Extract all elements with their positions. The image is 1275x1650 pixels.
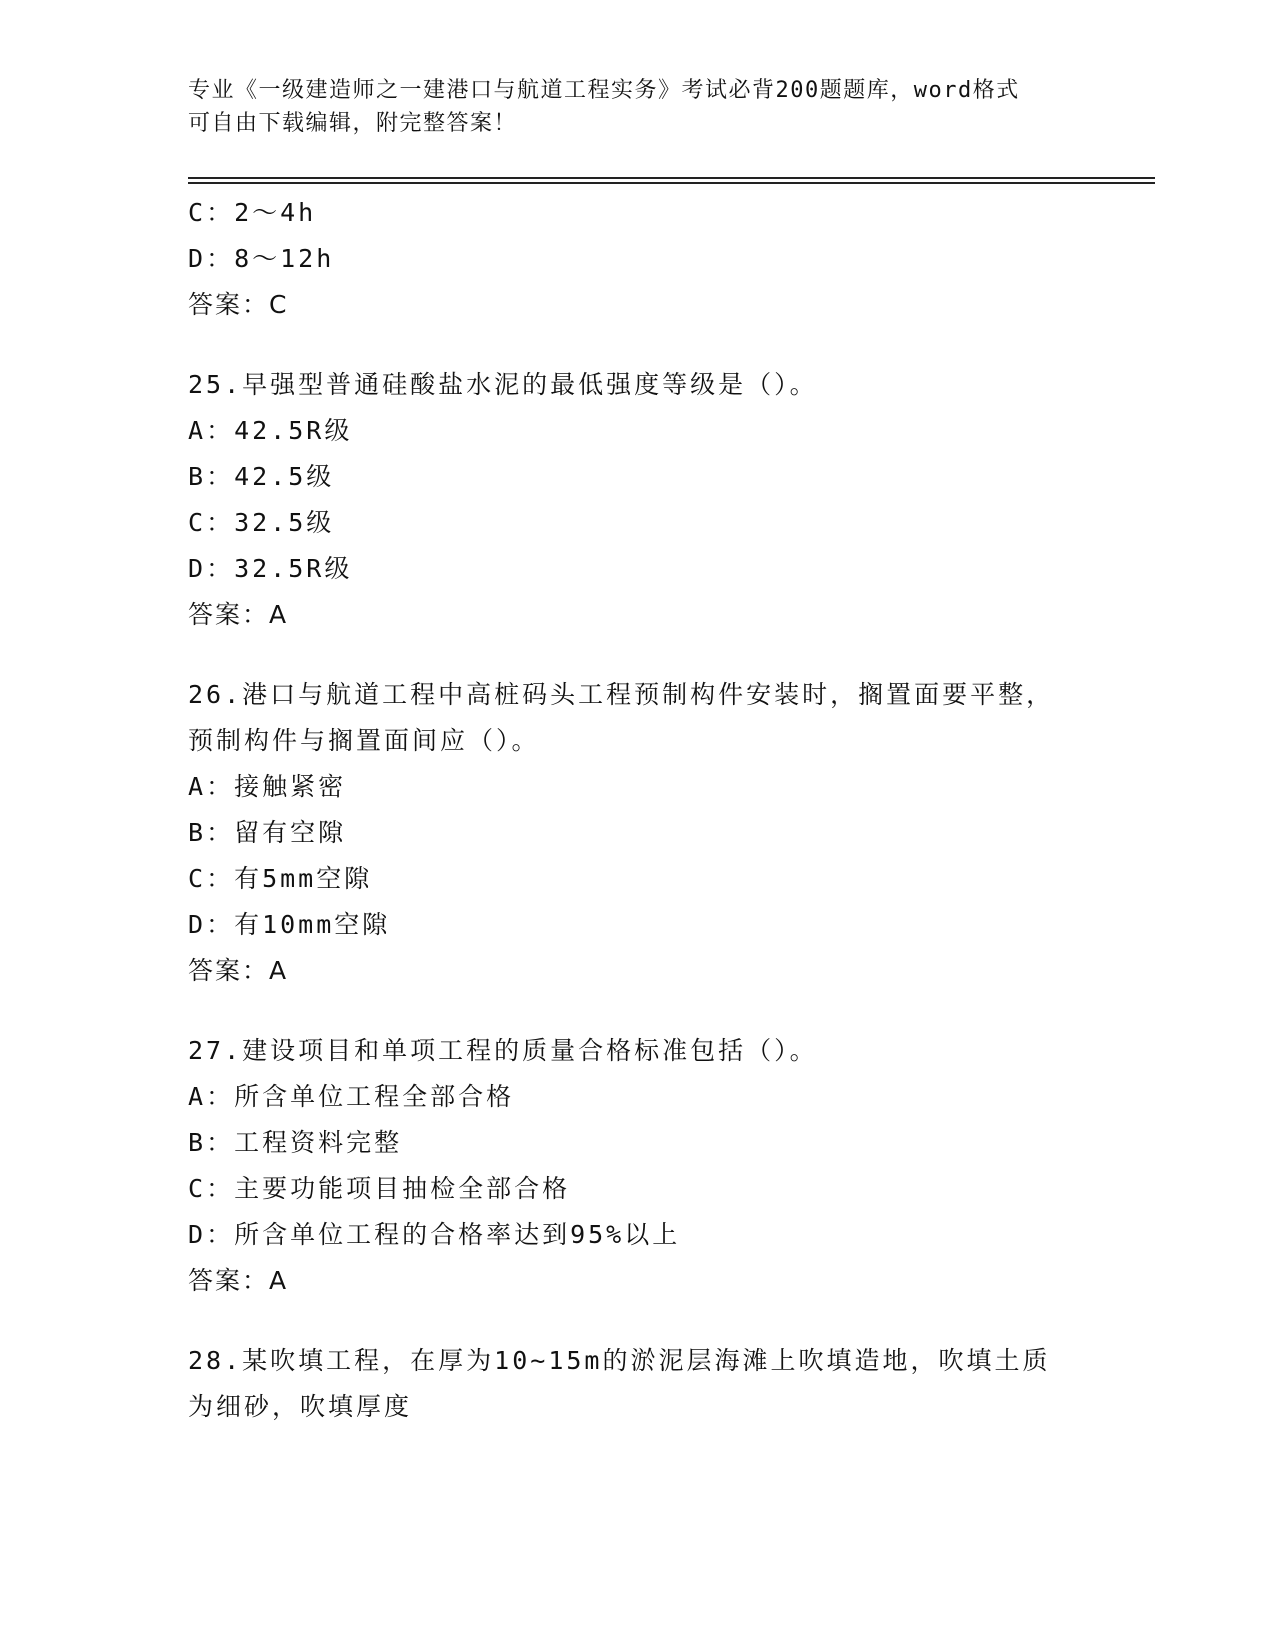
option-c: C：2～4h	[188, 198, 317, 227]
header-line-2: 可自由下载编辑，附完整答案！	[188, 111, 518, 136]
question-28	[188, 1338, 1068, 1430]
option-text: 所含单位工程的合格率达到95%以上	[234, 1220, 681, 1249]
option-c: C：主要功能项目抽检全部合格	[188, 1174, 571, 1203]
question-number: 26	[188, 680, 225, 709]
option-text: 2～4h	[234, 198, 317, 227]
option-text: 42.5级	[234, 462, 335, 491]
option-label: D	[188, 1220, 207, 1249]
question-text-line-1: 某吹填工程，在厚为10~15m的淤泥层海滩上吹填造地，吹填土质	[242, 1346, 1051, 1375]
option-a: A：42.5R级	[188, 416, 353, 445]
option-c: C：有5mm空隙	[188, 864, 373, 893]
option-label: B	[188, 462, 207, 491]
option-text: 接触紧密	[234, 772, 347, 801]
option-text: 有10mm空隙	[234, 910, 391, 939]
option-label: D	[188, 554, 207, 583]
question-number: 28	[188, 1346, 225, 1375]
option-label: A	[188, 416, 207, 445]
question-text-line-2: 预制构件与搁置面间应（）。	[188, 726, 540, 755]
option-label: A	[188, 772, 207, 801]
option-text: 主要功能项目抽检全部合格	[234, 1174, 571, 1203]
option-text: 工程资料完整	[234, 1128, 403, 1157]
question-text-line-1: 港口与航道工程中高桩码头工程预制构件安装时，搁置面要平整，	[242, 680, 1055, 709]
header-divider-bottom	[188, 182, 1155, 184]
option-b: B：工程资料完整	[188, 1128, 403, 1157]
option-b: B：留有空隙	[188, 818, 347, 847]
option-text: 32.5级	[234, 508, 335, 537]
option-d: D：有10mm空隙	[188, 910, 391, 939]
answer-line: 答案：A	[188, 600, 289, 629]
question-26	[188, 672, 1068, 994]
option-text: 留有空隙	[234, 818, 347, 847]
option-a: A：接触紧密	[188, 772, 347, 801]
question-24-continued	[188, 190, 1068, 328]
question-stem: 25.早强型普通硅酸盐水泥的最低强度等级是（）。	[188, 370, 818, 399]
answer-line: 答案：C	[188, 290, 289, 319]
option-label: B	[188, 818, 207, 847]
question-text: 建设项目和单项工程的质量合格标准包括（）。	[242, 1036, 818, 1065]
question-25	[188, 362, 1068, 638]
option-text: 所含单位工程全部合格	[234, 1082, 515, 1111]
answer-line: 答案：A	[188, 1266, 289, 1295]
header-divider-top	[188, 177, 1155, 179]
header-line-1: 专业《一级建造师之一建港口与航道工程实务》考试必背200题题库，word格式	[188, 78, 1020, 103]
question-stem: 26.港口与航道工程中高桩码头工程预制构件安装时，搁置面要平整，	[188, 680, 1055, 709]
option-label: C	[188, 1174, 207, 1203]
question-number: 27	[188, 1036, 225, 1065]
document-header	[188, 74, 1068, 140]
option-label: B	[188, 1128, 207, 1157]
option-text: 42.5R级	[234, 416, 353, 445]
question-number: 25	[188, 370, 225, 399]
option-label: A	[188, 1082, 207, 1111]
option-label: D	[188, 910, 207, 939]
question-text: 早强型普通硅酸盐水泥的最低强度等级是（）。	[242, 370, 818, 399]
answer-line: 答案：A	[188, 956, 289, 985]
question-27	[188, 1028, 1068, 1304]
question-list	[188, 190, 1068, 1430]
option-text: 有5mm空隙	[234, 864, 373, 893]
option-b: B：42.5级	[188, 462, 335, 491]
option-label: C	[188, 198, 207, 227]
question-stem: 28.某吹填工程，在厚为10~15m的淤泥层海滩上吹填造地，吹填土质	[188, 1346, 1051, 1375]
option-label: C	[188, 864, 207, 893]
option-text: 32.5R级	[234, 554, 353, 583]
option-d: D：所含单位工程的合格率达到95%以上	[188, 1220, 681, 1249]
option-d: D：8～12h	[188, 244, 335, 273]
question-stem: 27.建设项目和单项工程的质量合格标准包括（）。	[188, 1036, 818, 1065]
option-c: C：32.5级	[188, 508, 335, 537]
question-text-line-2: 为细砂，吹填厚度	[188, 1392, 413, 1421]
option-label: D	[188, 244, 207, 273]
option-a: A：所含单位工程全部合格	[188, 1082, 515, 1111]
option-text: 8～12h	[234, 244, 335, 273]
option-d: D：32.5R级	[188, 554, 353, 583]
option-label: C	[188, 508, 207, 537]
